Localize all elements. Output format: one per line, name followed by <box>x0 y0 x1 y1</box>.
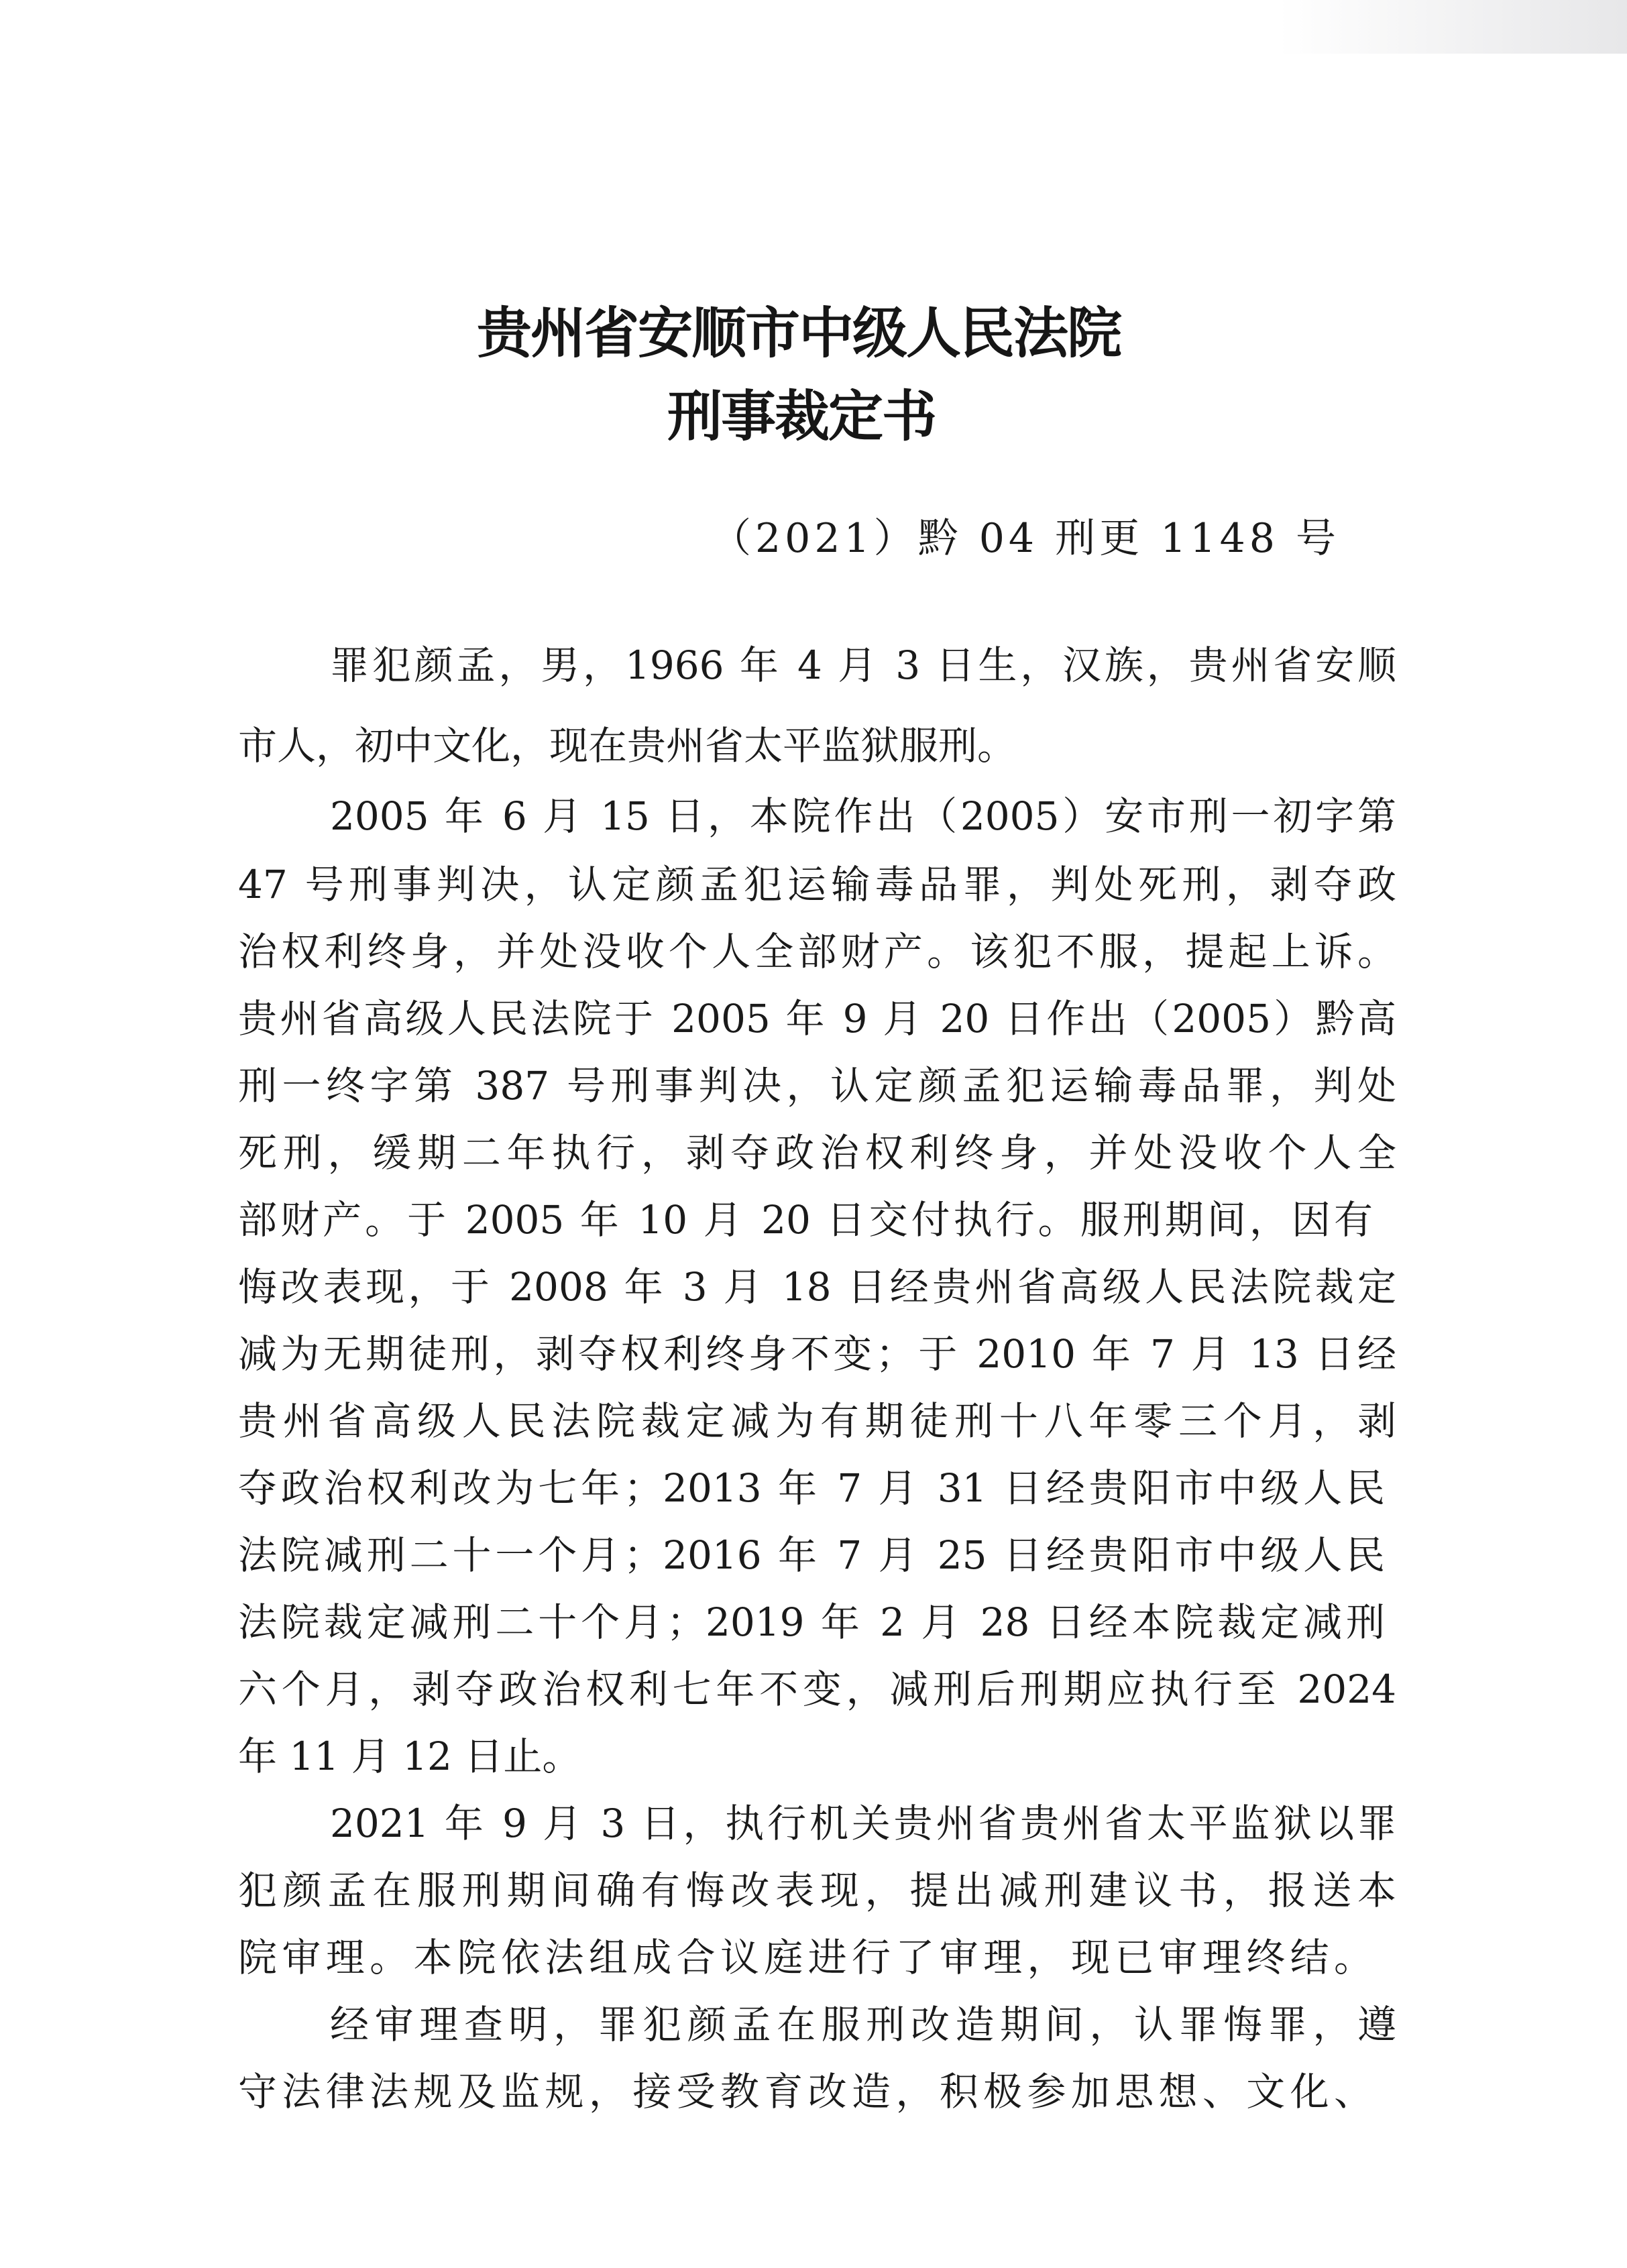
body-line: 夺政治权利改为七年；2013 年 7 月 31 日经贵阳市中级人民 <box>238 1465 1385 1511</box>
document-type-title: 刑事裁定书 <box>667 385 936 449</box>
court-name-title: 贵州省安顺市中级人民法院 <box>476 302 1121 365</box>
body-line: 守法律法规及监规，接受教育改造，积极参加思想、文化、 <box>238 2069 1373 2114</box>
body-line: 院审理。本院依法组成合议庭进行了审理，现已审理终结。 <box>238 1935 1373 1980</box>
body-line: 罪犯颜孟，男，1966 年 4 月 3 日生，汉族，贵州省安顺 <box>330 642 1396 688</box>
body-line: 贵州省高级人民法院于 2005 年 9 月 20 日作出（2005）黔高 <box>238 996 1396 1041</box>
body-line: 年 11 月 12 日止。 <box>238 1734 581 1779</box>
body-line: 贵州省高级人民法院裁定减为有期徒刑十八年零三个月，剥 <box>238 1398 1396 1444</box>
body-line: 法院裁定减刑二十个月；2019 年 2 月 28 日经本院裁定减刑 <box>238 1599 1385 1645</box>
body-line: 2021 年 9 月 3 日，执行机关贵州省贵州省太平监狱以罪 <box>330 1801 1396 1846</box>
body-line: 减为无期徒刑，剥夺权利终身不变；于 2010 年 7 月 13 日经 <box>238 1331 1396 1377</box>
body-line: 治权利终身，并处没收个人全部财产。该犯不服，提起上诉。 <box>238 929 1396 974</box>
body-line: 2005 年 6 月 15 日，本院作出（2005）安市刑一初字第 <box>330 793 1396 839</box>
body-line: 刑一终字第 387 号刑事判决，认定颜孟犯运输毒品罪，判处 <box>238 1063 1396 1109</box>
body-line: 悔改表现，于 2008 年 3 月 18 日经贵州省高级人民法院裁定 <box>238 1264 1396 1310</box>
body-line: 六个月，剥夺政治权利七年不变，减刑后刑期应执行至 2024 <box>238 1666 1396 1712</box>
case-number: （2021）黔 04 刑更 1148 号 <box>710 515 1340 562</box>
scan-edge-shadow <box>1278 0 1627 54</box>
body-line: 部财产。于 2005 年 10 月 20 日交付执行。服刑期间，因有 <box>238 1197 1373 1243</box>
body-line: 死刑，缓期二年执行，剥夺政治权利终身，并处没收个人全 <box>238 1130 1396 1176</box>
body-line: 47 号刑事判决，认定颜孟犯运输毒品罪，判处死刑，剥夺政 <box>238 862 1396 907</box>
body-line: 犯颜孟在服刑期间确有悔改表现，提出减刑建议书，报送本 <box>238 1868 1396 1913</box>
body-line: 经审理查明，罪犯颜孟在服刑改造期间，认罪悔罪，遵 <box>330 2002 1396 2047</box>
body-line: 市人，初中文化，现在贵州省太平监狱服刑。 <box>238 723 1017 769</box>
body-line: 法院减刑二十一个月；2016 年 7 月 25 日经贵阳市中级人民 <box>238 1532 1385 1578</box>
